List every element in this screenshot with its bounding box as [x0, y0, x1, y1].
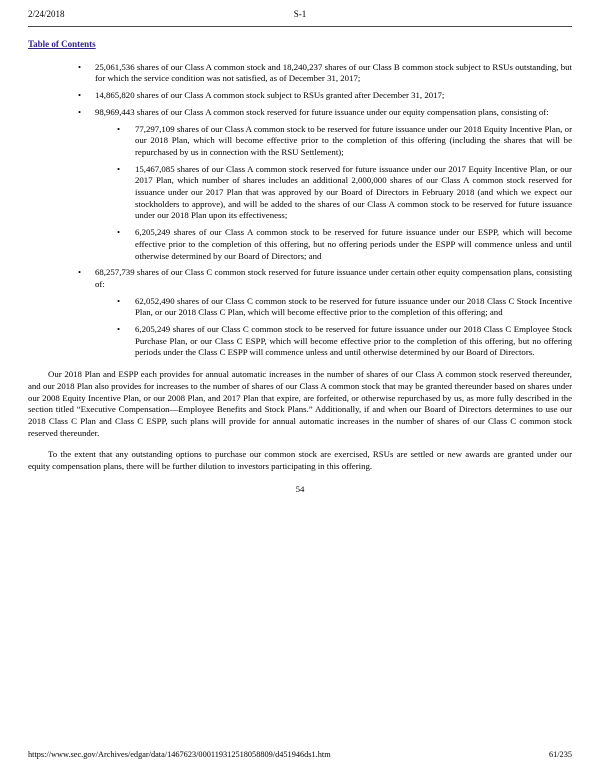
bullet-icon: • [117, 163, 121, 174]
print-date: 2/24/2018 [28, 9, 65, 19]
print-footer [28, 750, 572, 760]
bullet-icon: • [117, 324, 121, 335]
list-item-text: 15,467,085 shares of our Class A common stock reserved for future issuance under our 2017 Equity Incentive Plan, or our 2017 Plan, which number of shares includes an additional 2,000,000 shares of our Class A common stock reserved for issuance under our 2017 Plan that was approved by our Board of Directors in February 2018 (and which we expect our stockholders to approve), and will be added to the shares of our Class A common stock to be reserved for future issuance under our 2018 Plan upon its effectiveness; [135, 163, 572, 221]
print-header-spacer [391, 9, 572, 20]
bullet-icon: • [78, 61, 82, 72]
list-item-text: 25,061,536 shares of our Class A common stock and 18,240,237 shares of our Class B common stock subject to RSUs outstanding, but for which the service condition was not satisfied, as of December 31, 2017; [95, 61, 572, 84]
table-of-contents-link[interactable]: Table of Contents [28, 39, 96, 49]
body-paragraph: Our 2018 Plan and ESPP each provides for annual automatic increases in the number of shares of our Class A common stock reserved thereunder, and our 2018 Plan also provides for increases to the number of shares of our Class A common stock that may be granted thereunder based on shares under our 2008 Equity Incentive Plan, or our 2008 Plan, and 2017 Plan that expire, are forfeited, or otherwise repurchased by us, as more fully described in the section titled “Executive Compensation—Employee Benefits and Stock Plans.” Additionally, if and when our Board of Directors determines to use our 2018 Class C Plan and Class C ESPP, such plans will provide for annual automatic increases in the number of shares of our Class C common stock reserved thereunder. [28, 369, 572, 438]
document-body [28, 27, 572, 496]
list-item-text: 98,969,443 shares of our Class A common stock reserved for future issuance under our equity compensation plans, consisting of: [95, 106, 549, 117]
bullet-icon: • [78, 106, 82, 117]
list-item-text: 6,205,249 shares of our Class C common stock to be reserved for future issuance under our 2018 Class C Employee Stock Purchase Plan, or our Class C ESPP, which will become effective prior to the completion of this offering, but no offering periods under the Class C ESPP will commence unless and until otherwise determined by our Board of Directors. [135, 324, 572, 358]
page-number: 54 [295, 483, 305, 494]
list-item-text: 77,297,109 shares of our Class A common stock to be reserved for future issuance under our 2018 Equity Incentive Plan, or our 2018 Plan, which will become effective prior to the completion of this offering (including the shares that will be repurchased by us in connection with the RSU Settlement); [135, 123, 572, 157]
sub-list-item [28, 124, 572, 159]
bullet-icon: • [117, 123, 121, 134]
list-item [28, 267, 572, 290]
list-item [28, 107, 572, 119]
footer-url: https://www.sec.gov/Archives/edgar/data/1467623/000119312518058809/d451946ds1.htm [28, 750, 331, 759]
document-type-label: S-1 [293, 9, 307, 19]
sub-list-item [28, 296, 572, 319]
list-item-text: 68,257,739 shares of our Class C common stock reserved for future issuance under certain other equity compensation plans, consisting of: [95, 267, 572, 289]
bullet-icon: • [117, 227, 121, 238]
list-item-text: 14,865,820 shares of our Class A common stock subject to RSUs granted after December 31, 2017; [95, 90, 445, 101]
bullet-icon: • [78, 90, 82, 101]
list-item-text: 6,205,249 shares of our Class A common stock to be reserved for future issuance under our ESPP, which will become effective prior to the completion of this offering, but no offering periods under the ESPP will commence unless and until otherwise determined by our Board of Directors; and [135, 227, 572, 261]
bullet-icon: • [78, 267, 82, 278]
footer-page-indicator: 61/235 [548, 750, 572, 759]
sub-list-item [28, 227, 572, 262]
body-paragraph: To the extent that any outstanding options to purchase our common stock are exercised, RSUs are settled or new awards are granted under our equity compensation plans, there will be further dilution to investors participating in this offering. [28, 449, 572, 472]
list-item [28, 62, 572, 85]
list-item [28, 90, 572, 102]
bullet-icon: • [117, 295, 121, 306]
list-item-text: 62,052,490 shares of our Class C common stock to be reserved for future issuance under our 2018 Class C Stock Incentive Plan, or our 2018 Class C Plan, which will become effective prior to the completion of this offering; and [135, 295, 572, 318]
sub-list-item [28, 164, 572, 223]
print-header [0, 0, 600, 20]
sub-list-item [28, 324, 572, 359]
